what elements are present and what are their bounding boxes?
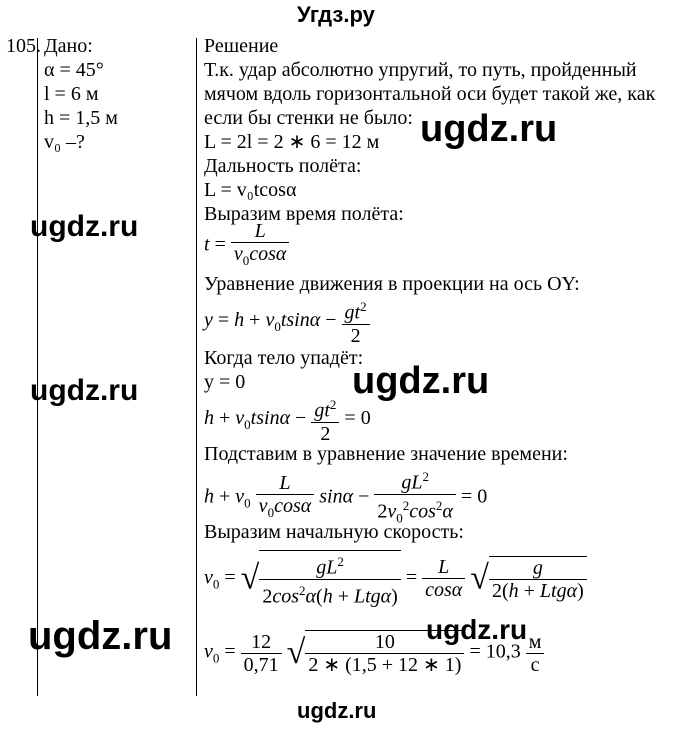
watermark: ugdz.ru: [420, 108, 558, 150]
subst-label: Подставим в уравнение значение времени:: [204, 443, 568, 465]
footer-watermark: ugdz.ru: [297, 698, 377, 723]
watermark: ugdz.ru: [426, 614, 528, 645]
range-label: Дальность полёта:: [204, 155, 362, 177]
equation-range: L = v₀tcosα: [204, 179, 297, 201]
middle-divider: [196, 38, 197, 696]
given-line: α = 45°: [44, 59, 104, 81]
equation-fall: $h + v_0tsin\alpha$ − $\frac{gt^2}{2}$ = 0: [204, 394, 371, 445]
given-block: [6, 34, 118, 154]
watermark: ugdz.ru: [352, 360, 490, 402]
site-title: Угдз.ру: [297, 2, 375, 27]
given-line: l = 6 м: [44, 83, 99, 105]
motion-label: Уравнение движения в проекции на ось OY:: [204, 273, 580, 295]
equation-y0: y = 0: [204, 371, 246, 393]
fall-label: Когда тело упадёт:: [204, 347, 364, 369]
given-header: Дано:: [44, 35, 93, 57]
equation-speed: $v_0$ = √ $\frac{gL^2}{2\cos^2\alpha(h + Ltg\alpha)}$ = $\frac{L}{\cos\alpha}$ √ $\frac{g}{\text{2(h + Ltgα)}}$: [204, 550, 587, 607]
watermark: ugdz.ru: [30, 210, 139, 243]
given-line: h = 1,5 м: [44, 107, 118, 129]
equation-L: L = 2l = 2 ∗ 6 = 12 м: [204, 131, 380, 153]
watermark: ugdz.ru: [30, 374, 139, 407]
solution-text: Т.к. удар абсолютно упругий, то путь, пройденный: [204, 59, 637, 81]
equation-time: t = $\frac{L}{v_0\cos\alpha}$: [204, 220, 289, 272]
equation-subst: $h + v_0$ $\frac{L}{v_0\cos\alpha}$ sinα − $\frac{gL^2}{2v_0^2\cos^2\alpha}$ = 0: [204, 466, 487, 529]
watermark: ugdz.ru: [28, 614, 173, 658]
task-number: 105.: [6, 35, 41, 57]
solution-header: Решение: [204, 35, 279, 57]
solution-text: мячом вдоль горизонтальной оси будет такой же, как: [204, 83, 656, 105]
equation-numeric: $v_0$ = $\frac{12}{0,71}$ √ $\frac{10}{2 ∗ (1,5 + 12 ∗ 1)}$ = 10,3 $\frac{м}{с}$: [204, 630, 544, 676]
speed-label: Выразим начальную скорость:: [204, 521, 464, 543]
solution-text: если бы стенки не было:: [204, 107, 413, 129]
given-line: v₀ –?: [44, 131, 85, 153]
time-label: Выразим время полёта:: [204, 203, 404, 225]
equation-motion: $y = h + v_0tsin\alpha$ − $\frac{gt^2}{2}$: [204, 296, 370, 347]
